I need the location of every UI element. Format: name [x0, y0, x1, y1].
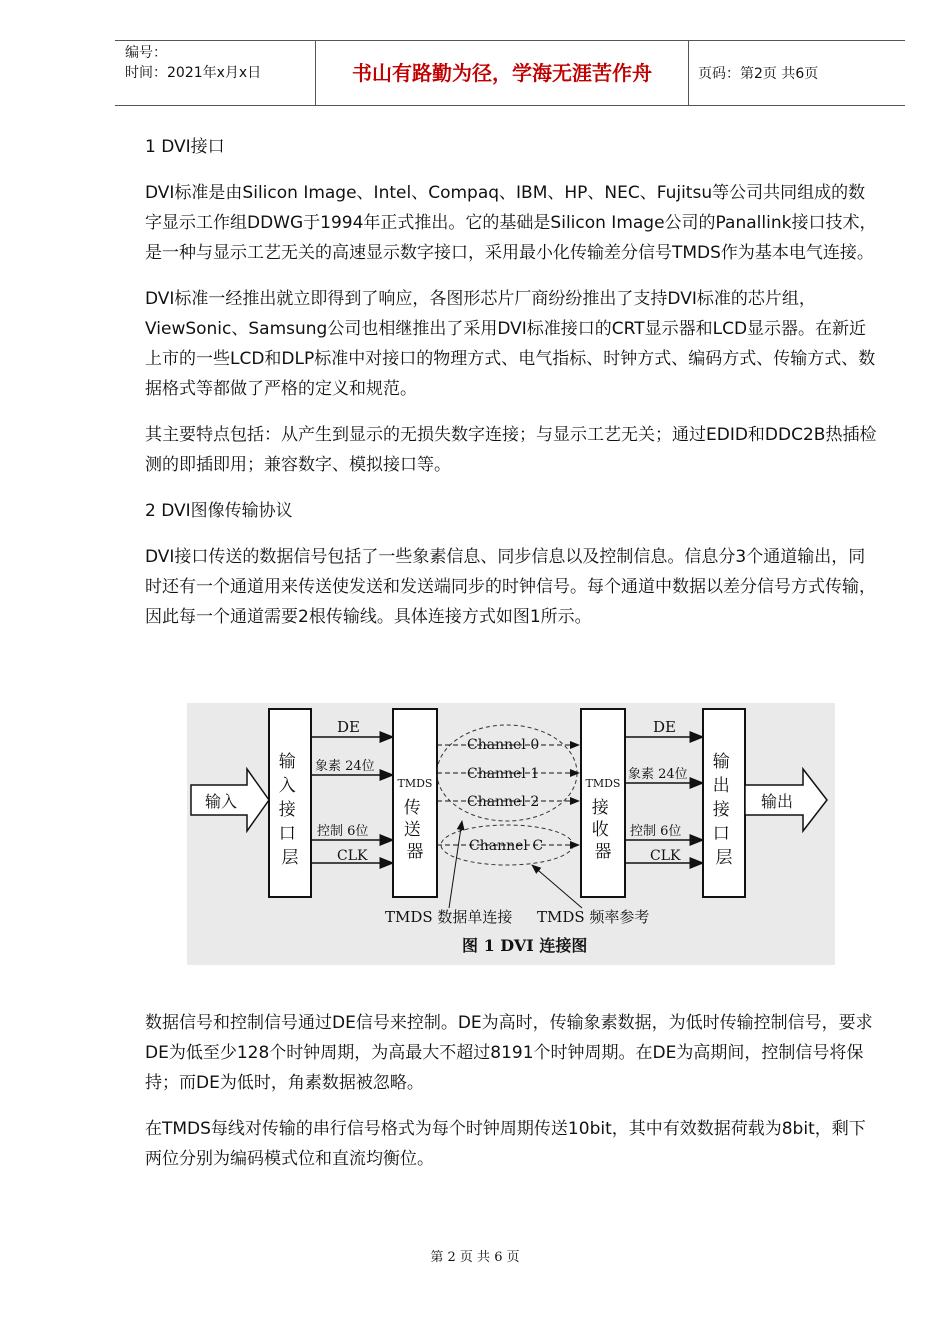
header-motto: 书山有路勤为径，学海无涯苦作舟 [315, 40, 689, 106]
dvi-connection-diagram [187, 703, 835, 965]
clk-label-left: CLK [337, 848, 368, 864]
pixel-24-label-right: 象素 24位 [628, 767, 688, 782]
channel-0-label: Channel 0 [467, 737, 540, 753]
section-1-paragraph-3: 其主要特点包括：从产生到显示的无损失数字连接；与显示工艺无关；通过EDID和DDC2B热插检测的即插即用；兼容数字、模拟接口等。 [145, 425, 877, 475]
clk-label-right: CLK [650, 848, 681, 864]
section-1-paragraph-2: DVI标准一经推出就立即得到了响应，各图形芯片厂商纷纷推出了支持DVI标准的芯片组，ViewSonic、Samsung公司也相继推出了采用DVI标准接口的CRT显示器和LCD显示器。在新近上市的一些LCD和DLP标准中对接口的物理方式、电气指标、时钟方式、编码方式、传输方式、数据格式等都做了严格的定义和规范。 [145, 289, 876, 399]
ctrl-6-label-right: 控制 6位 [630, 824, 682, 839]
doc-time-label: 时间：2021年x月x日 [125, 65, 262, 81]
section-2-continued [145, 1008, 880, 1174]
section-2-paragraph-3: 在TMDS每线对传输的串行信号格式为每个时钟周期传送10bit，其中有效数据荷载为8bit，剩下两位分别为编码模式位和直流均衡位。 [145, 1119, 866, 1169]
channel-c-label: Channel C [469, 838, 544, 854]
transmitter-char: 送 [403, 820, 421, 840]
de-label-right: DE [653, 718, 676, 736]
svg-text:输 入 接 口 [279, 752, 301, 868]
de-label-left: DE [337, 718, 360, 736]
receiver-char: 接 [591, 798, 609, 818]
output-layer-char: 口 [712, 824, 730, 844]
svg-text:接 收 器 [592, 798, 614, 862]
section-2-title: 2 DVI图像传输协议 [145, 501, 293, 521]
output-layer-char: 输 [712, 752, 730, 772]
svg-text:输 出 接 口 [713, 752, 735, 868]
tmds-freq-ref-note: TMDS 频率参考 [537, 908, 650, 926]
dvi-connection-figure [187, 703, 835, 965]
section-1-title: 1 DVI接口 [145, 137, 225, 157]
tmds-data-link-note: TMDS 数据单连接 [385, 908, 513, 926]
transmitter-char: 器 [406, 842, 424, 862]
tmds-label-left: TMDS [397, 777, 433, 790]
output-label: 输出 [761, 792, 794, 811]
input-label: 输入 [205, 792, 238, 811]
header-page-info: 页码：第2页 共6页 [698, 66, 819, 82]
receiver-char: 收 [591, 820, 609, 840]
output-layer-char: 接 [712, 800, 730, 820]
page-header [115, 40, 905, 106]
section-1-paragraph-1: DVI标准是由Silicon Image、Intel、Compaq、IBM、HP、NEC、Fujitsu等公司共同组成的数字显示工作组DDWG于1994年正式推出。它的基础是Silicon Image公司的Panallink接口技术，是一种与显示工艺无关的高速显示数字接口，采用最小化传输差分信号TMDS作为基本电气连接。 [145, 183, 877, 263]
tmds-label-right: TMDS [585, 777, 621, 790]
header-meta [125, 43, 261, 83]
section-2-paragraph-1: DVI接口传送的数据信号包括了一些象素信息、同步信息以及控制信息。信息分3个通道输出，同时还有一个通道用来传送使发送和发送端同步的时钟信号。每个通道中数据以差分信号方式传输，因此每一个通道需要2根传输线。具体连接方式如图1所示。 [145, 547, 876, 627]
figure-caption: 图 1 DVI 连接图 [462, 936, 588, 955]
input-layer-char: 入 [278, 776, 296, 796]
output-layer-char: 层 [715, 848, 733, 868]
svg-text:传 送 器 [404, 798, 426, 862]
receiver-char: 器 [594, 842, 612, 862]
ctrl-6-label-left: 控制 6位 [317, 824, 369, 839]
input-layer-char: 层 [281, 848, 299, 868]
output-layer-char: 出 [712, 776, 730, 796]
section-2-paragraph-2: 数据信号和控制信号通过DE信号来控制。DE为高时，传输象素数据，为低时传输控制信号，要求DE为低至少128个时钟周期，为高最大不超过8191个时钟周期。在DE为高期间，控制信号将保持；而DE为低时，角素数据被忽略。 [145, 1013, 873, 1093]
input-layer-char: 口 [278, 824, 296, 844]
input-layer-char: 接 [278, 800, 296, 820]
section-1 [145, 132, 880, 632]
channel-2-label: Channel 2 [467, 794, 540, 810]
transmitter-char: 传 [403, 798, 421, 818]
page-footer: 第 2 页 共 6 页 [430, 1250, 520, 1265]
channel-1-label: Channel 1 [467, 766, 540, 782]
input-layer-char: 输 [278, 752, 296, 772]
doc-number-label: 编号： [125, 45, 167, 61]
pixel-24-label-left: 象素 24位 [315, 759, 375, 774]
